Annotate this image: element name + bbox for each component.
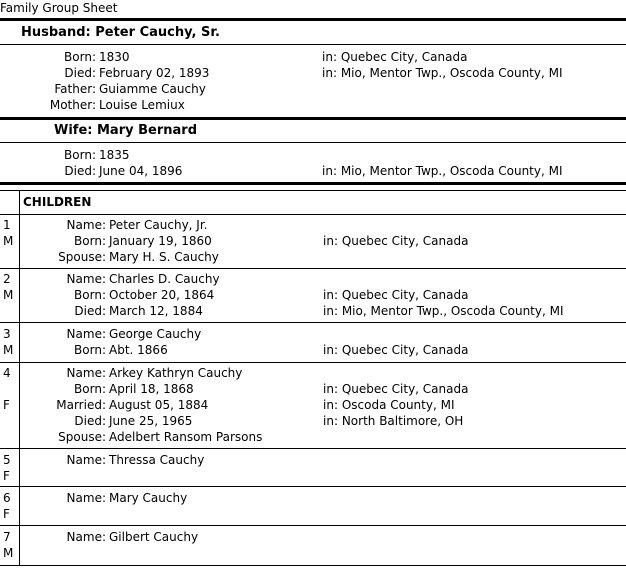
child-number: 3 bbox=[3, 327, 11, 341]
place-value: Quebec City, Canada bbox=[341, 382, 469, 396]
wife-died-place bbox=[322, 164, 563, 178]
place-value: Quebec City, Canada bbox=[341, 288, 469, 302]
child-name-label: Name: bbox=[66, 272, 106, 286]
place-value: Quebec City, Canada bbox=[341, 234, 469, 248]
child-spouse: Mary H. S. Cauchy bbox=[109, 250, 219, 264]
child-number: 5 bbox=[3, 453, 11, 467]
child-number: 6 bbox=[3, 491, 11, 505]
wife-header bbox=[54, 123, 197, 138]
husband-died-label: Died: bbox=[64, 66, 96, 80]
child-born-label: Born: bbox=[74, 234, 106, 248]
child-born-place bbox=[323, 288, 468, 302]
child-died-label: Died: bbox=[74, 304, 106, 318]
child-born: April 18, 1868 bbox=[109, 382, 194, 396]
in-label: in: bbox=[323, 398, 338, 412]
divider bbox=[0, 182, 626, 185]
child-born-label: Born: bbox=[74, 288, 106, 302]
place-value: Oscoda County, MI bbox=[341, 398, 455, 412]
divider bbox=[0, 117, 626, 120]
child-name: Peter Cauchy, Jr. bbox=[109, 218, 208, 232]
child-sex: M bbox=[3, 343, 14, 357]
divider bbox=[0, 268, 626, 269]
child-name: George Cauchy bbox=[109, 327, 202, 341]
husband-born-label: Born: bbox=[64, 50, 96, 64]
in-label: in: bbox=[322, 164, 337, 178]
divider bbox=[0, 190, 626, 191]
divider bbox=[0, 362, 626, 363]
child-sex: M bbox=[3, 234, 14, 248]
place-value: Mio, Mentor Twp., Oscoda County, MI bbox=[340, 164, 563, 178]
wife-header-label: Wife: bbox=[54, 123, 93, 138]
divider bbox=[0, 486, 626, 487]
husband-mother: Louise Lemiux bbox=[99, 98, 185, 112]
child-sex: F bbox=[3, 469, 10, 483]
divider bbox=[0, 142, 626, 143]
child-spouse: Adelbert Ransom Parsons bbox=[109, 430, 263, 444]
place-value: North Baltimore, OH bbox=[341, 414, 464, 428]
husband-born-place bbox=[322, 50, 467, 64]
wife-born-label: Born: bbox=[64, 148, 96, 162]
child-died: June 25, 1965 bbox=[109, 414, 193, 428]
children-header: CHILDREN bbox=[23, 195, 92, 209]
child-sex: M bbox=[3, 546, 14, 560]
divider bbox=[0, 44, 626, 45]
child-sex: M bbox=[3, 288, 14, 302]
divider bbox=[0, 214, 626, 215]
child-born-label: Born: bbox=[74, 343, 106, 357]
divider bbox=[0, 18, 626, 21]
child-married: August 05, 1884 bbox=[109, 398, 209, 412]
child-born: January 19, 1860 bbox=[109, 234, 212, 248]
place-value: Quebec City, Canada bbox=[341, 343, 469, 357]
divider bbox=[0, 565, 626, 566]
children-column-divider bbox=[19, 190, 20, 566]
child-born-place bbox=[323, 234, 468, 248]
place-value: Mio, Mentor Twp., Oscoda County, MI bbox=[341, 304, 564, 318]
child-died-place bbox=[323, 304, 564, 318]
in-label: in: bbox=[322, 66, 337, 80]
child-sex: F bbox=[3, 398, 10, 412]
child-number: 4 bbox=[3, 366, 11, 380]
husband-born: 1830 bbox=[99, 50, 130, 64]
husband-father: Guiamme Cauchy bbox=[99, 82, 206, 96]
in-label: in: bbox=[323, 343, 338, 357]
child-name: Gilbert Cauchy bbox=[109, 530, 199, 544]
husband-father-label: Father: bbox=[54, 82, 96, 96]
husband-header-label: Husband: bbox=[21, 25, 91, 40]
husband-mother-label: Mother: bbox=[49, 98, 96, 112]
child-number: 7 bbox=[3, 530, 11, 544]
child-name-label: Name: bbox=[66, 218, 106, 232]
child-name: Mary Cauchy bbox=[109, 491, 188, 505]
child-married-place bbox=[323, 398, 455, 412]
husband-died-place bbox=[322, 66, 563, 80]
child-name-label: Name: bbox=[66, 366, 106, 380]
child-number: 1 bbox=[3, 218, 11, 232]
wife-died-label: Died: bbox=[64, 164, 96, 178]
child-name: Arkey Kathryn Cauchy bbox=[109, 366, 243, 380]
page-title: Family Group Sheet bbox=[0, 1, 118, 15]
in-label: in: bbox=[323, 234, 338, 248]
child-spouse-label: Spouse: bbox=[58, 250, 106, 264]
child-born-place bbox=[323, 343, 468, 357]
child-died-place bbox=[323, 414, 463, 428]
husband-died: February 02, 1893 bbox=[99, 66, 210, 80]
in-label: in: bbox=[323, 382, 338, 396]
child-died-label: Died: bbox=[74, 414, 106, 428]
in-label: in: bbox=[322, 50, 337, 64]
in-label: in: bbox=[323, 304, 338, 318]
child-died: March 12, 1884 bbox=[109, 304, 203, 318]
child-sex: F bbox=[3, 507, 10, 521]
child-born: Abt. 1866 bbox=[109, 343, 168, 357]
divider bbox=[0, 448, 626, 449]
divider bbox=[0, 322, 626, 323]
wife-name: Mary Bernard bbox=[97, 123, 198, 138]
child-number: 2 bbox=[3, 272, 11, 286]
child-name: Thressa Cauchy bbox=[109, 453, 205, 467]
place-value: Mio, Mentor Twp., Oscoda County, MI bbox=[340, 66, 563, 80]
child-name-label: Name: bbox=[66, 453, 106, 467]
wife-died: June 04, 1896 bbox=[99, 164, 183, 178]
husband-name: Peter Cauchy, Sr. bbox=[95, 25, 220, 40]
in-label: in: bbox=[323, 414, 338, 428]
child-married-label: Married: bbox=[56, 398, 106, 412]
in-label: in: bbox=[323, 288, 338, 302]
place-value: Quebec City, Canada bbox=[340, 50, 468, 64]
child-born: October 20, 1864 bbox=[109, 288, 215, 302]
child-name-label: Name: bbox=[66, 530, 106, 544]
divider bbox=[0, 525, 626, 526]
wife-born: 1835 bbox=[99, 148, 130, 162]
child-name-label: Name: bbox=[66, 491, 106, 505]
child-name-label: Name: bbox=[66, 327, 106, 341]
child-born-place bbox=[323, 382, 468, 396]
child-name: Charles D. Cauchy bbox=[109, 272, 220, 286]
child-spouse-label: Spouse: bbox=[58, 430, 106, 444]
husband-header bbox=[21, 25, 220, 40]
child-born-label: Born: bbox=[74, 382, 106, 396]
